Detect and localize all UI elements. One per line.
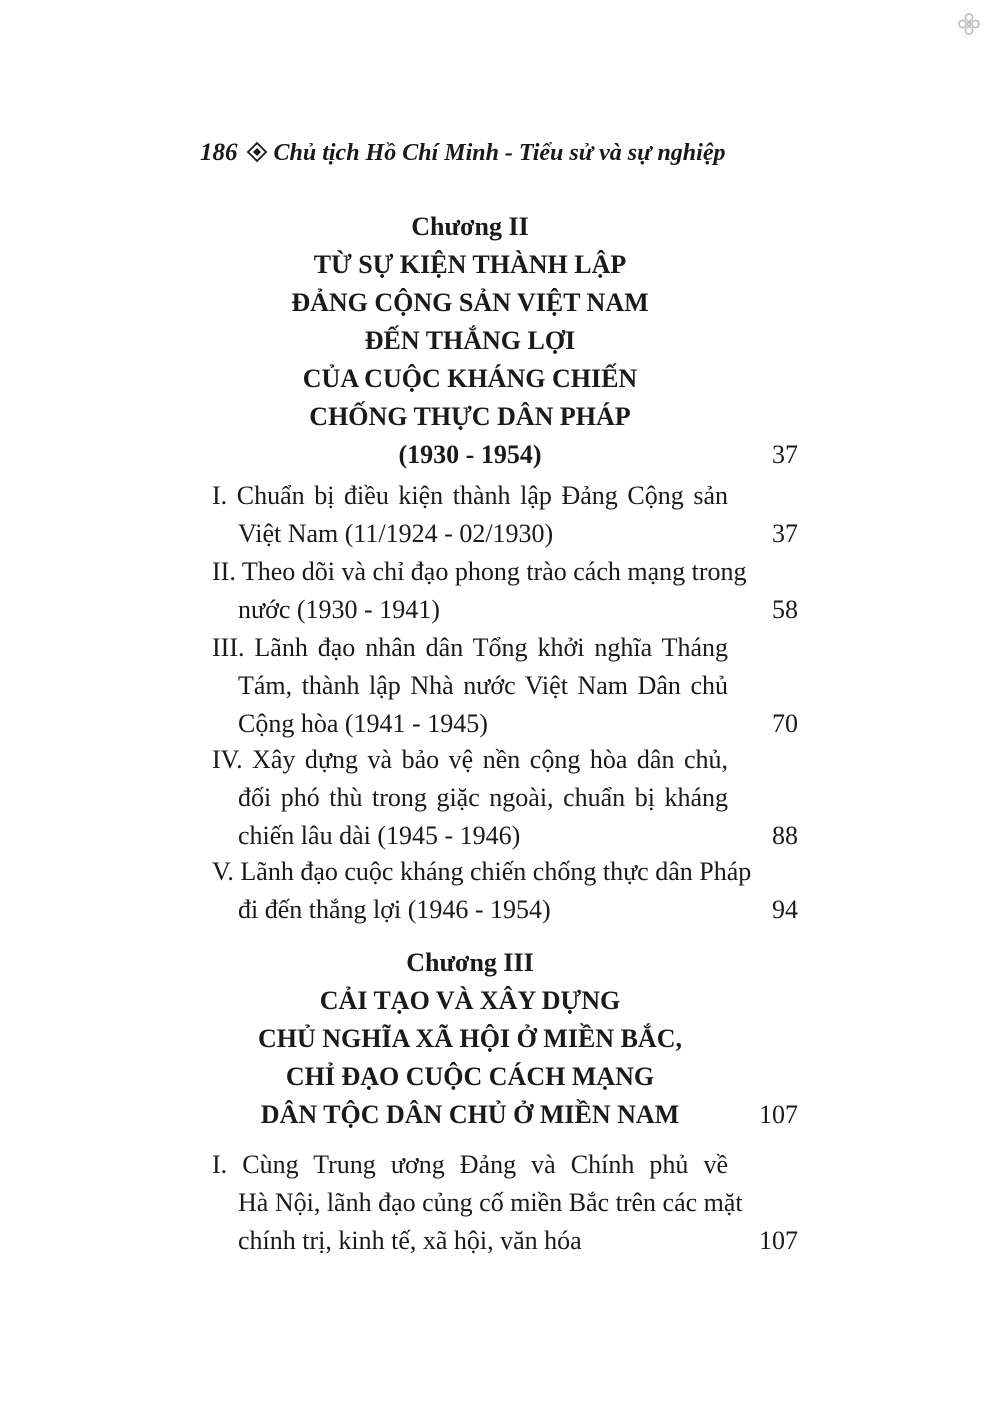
toc-entry-line: Cộng hòa (1941 - 1945) [238, 709, 488, 738]
toc-entry [212, 853, 752, 929]
toc-entry-line: V. Lãnh đạo cuộc kháng chiến chống thực dân Pháp [212, 857, 752, 886]
toc-entry [212, 629, 728, 743]
toc-entry-page: 88 [772, 821, 798, 850]
toc-entry-line: Việt Nam (11/1924 - 02/1930) [238, 519, 554, 548]
flower-ornament-icon [957, 12, 981, 36]
page-number: 186 [200, 139, 238, 166]
chapter-3-title-line: CHỦ NGHĨA XÃ HỘI Ở MIỀN BẮC, [258, 1024, 682, 1053]
chapter-3-label: Chương III [406, 948, 534, 977]
toc-entry [212, 741, 728, 855]
toc-entry-line: II. Theo dõi và chỉ đạo phong trào cách mạng trong [212, 557, 747, 586]
chapter-2-label: Chương II [411, 212, 529, 241]
chapter-2-title-line: CHỐNG THỰC DÂN PHÁP [309, 402, 631, 431]
toc-entry [212, 553, 747, 629]
toc-entry-page: 37 [772, 519, 798, 548]
diamond-ornament-icon [246, 141, 268, 163]
toc-entry-line: IV. Xây dựng và bảo vệ nền cộng hòa dân chủ, [212, 745, 728, 774]
toc-entry-line: đi đến thắng lợi (1946 - 1954) [238, 895, 551, 924]
toc-entry [212, 477, 728, 553]
toc-entry [212, 1146, 743, 1260]
toc-entry-line: I. Cùng Trung ương Đảng và Chính phủ về [212, 1150, 728, 1179]
running-title: Chủ tịch Hồ Chí Minh - Tiểu sử và sự nghiệp [273, 140, 726, 166]
toc-entry-page: 70 [772, 709, 798, 738]
chapter-2-page: 37 [772, 440, 798, 469]
chapter-2-title-line: TỪ SỰ KIỆN THÀNH LẬP [313, 250, 627, 279]
chapter-2-heading [0, 208, 940, 474]
chapter-3-title-line: DÂN TỘC DÂN CHỦ Ở MIỀN NAM [260, 1100, 680, 1129]
chapter-2-title-line: CỦA CUỘC KHÁNG CHIẾN [302, 364, 638, 393]
toc-entry-page: 107 [759, 1226, 798, 1255]
chapter-3-title-line: CẢI TẠO VÀ XÂY DỰNG [319, 986, 621, 1015]
toc-entry-line: Hà Nội, lãnh đạo củng cố miền Bắc trên các mặt [238, 1188, 743, 1217]
toc-entry-line: nước (1930 - 1941) [238, 595, 440, 624]
chapter-2-title-line: ĐẾN THẮNG LỢI [364, 326, 576, 355]
chapter-2-title-line: (1930 - 1954) [398, 440, 542, 469]
toc-entry-line: III. Lãnh đạo nhân dân Tổng khởi nghĩa Tháng [212, 633, 728, 662]
toc-entry-page: 94 [772, 895, 798, 924]
toc-entry-page: 58 [772, 595, 798, 624]
toc-entry-line: Tám, thành lập Nhà nước Việt Nam Dân chủ [238, 671, 728, 700]
toc-entry-line: đối phó thù trong giặc ngoài, chuẩn bị kháng [238, 783, 728, 812]
running-header [200, 136, 725, 170]
chapter-3-heading [0, 944, 940, 1134]
chapter-3-page: 107 [759, 1100, 798, 1129]
chapter-2-title-line: ĐẢNG CỘNG SẢN VIỆT NAM [291, 288, 649, 317]
chapter-3-title-line: CHỈ ĐẠO CUỘC CÁCH MẠNG [285, 1062, 655, 1091]
toc-entry-line: chiến lâu dài (1945 - 1946) [238, 821, 521, 850]
toc-entry-line: chính trị, kinh tế, xã hội, văn hóa [238, 1226, 582, 1255]
toc-entry-line: I. Chuẩn bị điều kiện thành lập Đảng Cộng sản [212, 481, 728, 510]
